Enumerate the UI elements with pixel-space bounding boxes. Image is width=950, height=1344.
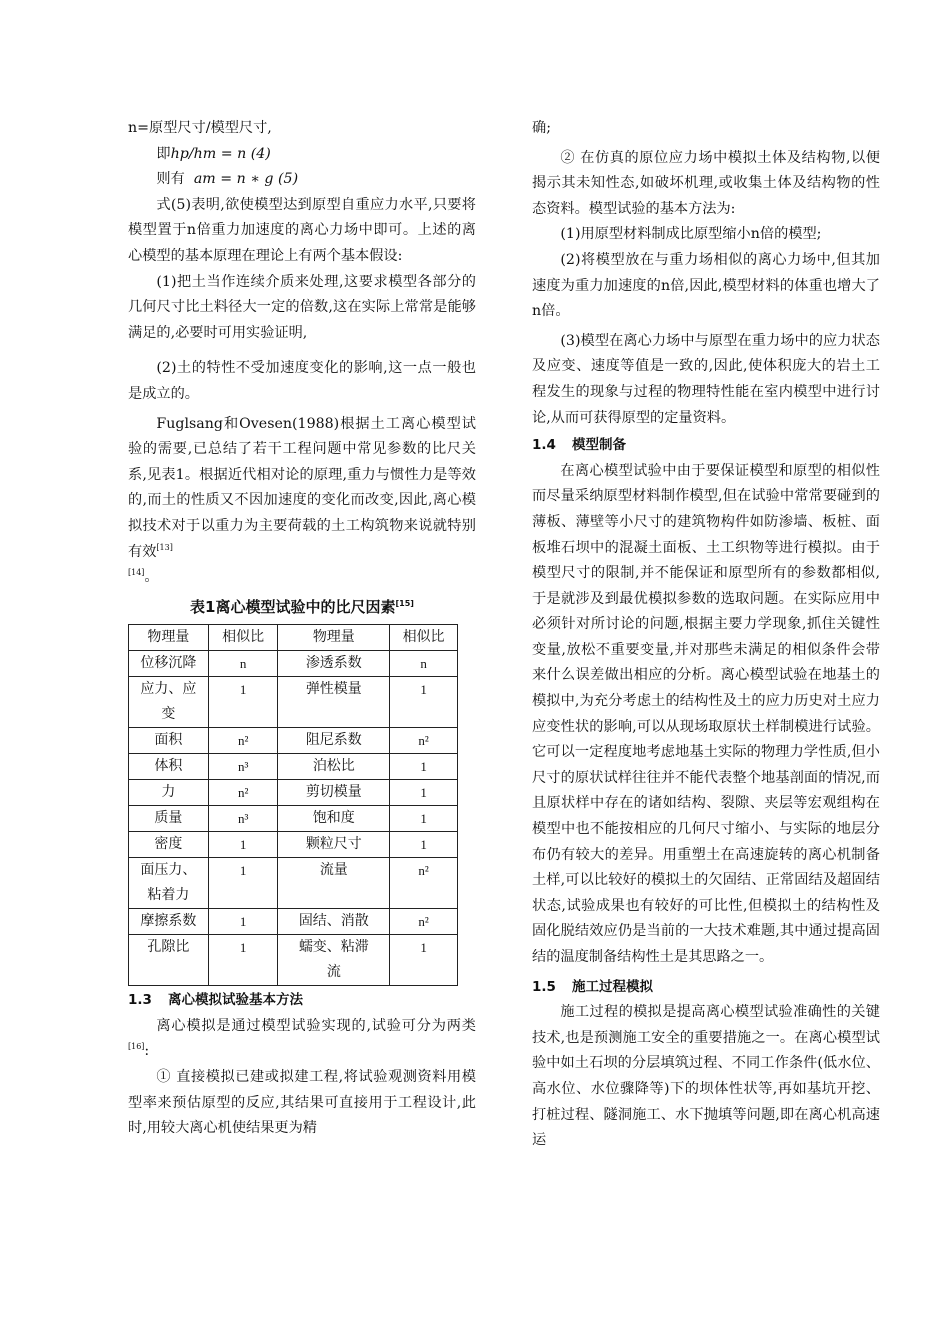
table-cell: 孔隙比 (129, 935, 209, 986)
section-title: 模型制备 (572, 437, 626, 454)
table-cell: 面压力、粘着力 (129, 858, 209, 909)
table-cell: 1 (390, 754, 458, 780)
section-heading-1-4 (532, 433, 880, 459)
table-row (129, 677, 458, 728)
table-row (129, 832, 458, 858)
section-heading-1-3 (128, 988, 476, 1014)
paragraph-method-1-continued: 确; (532, 120, 551, 136)
table-cell: n² (208, 780, 278, 806)
table-header-cell: 物理量 (278, 625, 390, 651)
table-header-row (129, 625, 458, 651)
paragraph-step-1: (1)用原型材料制成比原型缩小n倍的模型; (560, 226, 822, 243)
left-column (128, 116, 476, 1142)
paragraph-construction-simulation: 施工过程的模拟是提高离心模型试验准确性的关键技术,也是预测施工安全的重要措施之一。在离心模型试验中如土石坝的分层填筑过程、不同工作条件(低水位、高水位、水位骤降等)下的坝体性状等,再如基坑开挖、打桩过程、隧洞施工、水下抛填等问题,即在离心机高速运 (532, 1004, 880, 1149)
table-cell: 弹性模量 (278, 677, 390, 728)
scale-factor-table (128, 624, 458, 986)
right-column (532, 116, 880, 1154)
table-cell: 渗透系数 (278, 651, 390, 677)
table-row (129, 858, 458, 909)
section-title: 离心模拟试验基本方法 (168, 992, 303, 1009)
table-cell: 1 (390, 780, 458, 806)
table-row (129, 728, 458, 754)
table-header-cell: 物理量 (129, 625, 209, 651)
table-cell: 摩擦系数 (129, 909, 209, 935)
paragraph-method-intro-tail: : (144, 1043, 150, 1060)
section-number: 1.5 (532, 978, 556, 995)
table-cell: n² (390, 858, 458, 909)
table-cell: n (208, 651, 278, 677)
table-cell: 1 (208, 858, 278, 909)
table-cell: 饱和度 (278, 806, 390, 832)
table-cell: 1 (208, 935, 278, 986)
table-cell: 固结、消散 (278, 909, 390, 935)
table-cell: 质量 (129, 806, 209, 832)
section-number: 1.3 (128, 992, 152, 1009)
table-cell: 剪切模量 (278, 780, 390, 806)
table-cell: 密度 (129, 832, 209, 858)
table-row (129, 754, 458, 780)
table-cell: n² (390, 728, 458, 754)
citation-14: [14] (128, 568, 145, 578)
paragraph-fuglsang-tail: 。 (144, 569, 159, 586)
table-cell: 蠕变、粘滞流 (278, 935, 390, 986)
paragraph-method-2: ② 在仿真的原位应力场中模拟土体及结构物,以便揭示其未知性态,如破坏机理,或收集土体及结构物的性态资料。模型试验的基本方法为: (532, 149, 880, 217)
equation-4 (128, 142, 476, 168)
paragraph-equation-explanation: 式(5)表明,欲使模型达到原型自重应力水平,只要将模型置于n倍重力加速度的离心力场中即可。上述的离心模型的基本原理在理论上有两个基本假设: (128, 196, 476, 264)
table-cell: n² (208, 728, 278, 754)
table-cell: 流量 (278, 858, 390, 909)
table-cell: 1 (208, 909, 278, 935)
section-heading-1-5 (532, 975, 880, 1001)
paragraph-method-1: ① 直接模拟已建或拟建工程,将试验观测资料用模型率来预估原型的反应,其结果可直接用于工程设计,此时,用较大离心机使结果更为精 (128, 1069, 476, 1137)
table-cell: 阻尼系数 (278, 728, 390, 754)
table-cell: 面积 (129, 728, 209, 754)
formula-n-definition: n=原型尺寸/模型尺寸, (128, 120, 272, 136)
table-cell: n² (390, 909, 458, 935)
paragraph-assumption-2: (2)土的特性不受加速度变化的影响,这一点一般也是成立的。 (128, 360, 476, 402)
table-cell: 1 (208, 832, 278, 858)
table-cell: n (390, 651, 458, 677)
table-cell: 1 (390, 832, 458, 858)
section-number: 1.4 (532, 437, 556, 454)
paragraph-model-preparation: 在离心模型试验中由于要保证模型和原型的相似性而尽量采纳原型材料制作模型,但在试验中常常要碰到的薄板、薄壁等小尺寸的建筑物构件如防渗墙、板桩、面板堆石坝中的混凝土面板、土工织物等进行模拟。由于模型尺寸的限制,并不能保证和原型所有的参数都相似,于是就涉及到最优模拟参数的选取问题。在实际应用中必须针对所讨论的问题,根据主要力学现象,抓住关键性变量,放松不重要变量,并对那些未满足的相似条件会带来什么误差做出相应的分析。离心模型试验在地基土的模拟中,为充分考虑土的结构性及土的应力历史对土应力应变性状的影响,可以从现场取原状土样制模进行试验。它可以一定程度地考虑地基土实际的物理力学性质,但小尺寸的原状试样往往并不能代表整个地基剖面的情况,而且原状样中存在的诸如结构、裂隙、夹层等宏观组构在模型中也不能按相应的几何尺寸缩小、与实际的地层分布仍有较大的差异。用重塑土在高速旋转的离心机制备土样,可以比较好的模拟土的欠固结、正常固结及超固结状态,试验成果也有较好的可比性,但模拟土的结构性及固化脱结效应仍是当前的一大技术难题,其中通过提高固结的温度制备结构性土是其思路之一。 (532, 462, 880, 965)
paragraph-assumption-1: (1)把土当作连续介质来处理,这要求模型各部分的几何尺寸比土料径大一定的倍数,这在实际上常常是能够满足的,必要时可用实验证明, (128, 273, 476, 341)
equation-4-formula: hp/hm = n (4) (170, 145, 271, 162)
equation-5-formula: am = n ∗ g (5) (193, 171, 299, 188)
table-cell: 1 (390, 677, 458, 728)
paragraph-step-3: (3)模型在离心力场中与原型在重力场中的应力状态及应变、速度等值是一致的,因此,使体积庞大的岩土工程发生的现象与过程的物理特性能在室内模型中进行讨论,从而可获得原型的定量资料。 (532, 332, 880, 426)
table-caption-text: 表1离心模型试验中的比尺因素 (190, 597, 396, 616)
table-cell: 颗粒尺寸 (278, 832, 390, 858)
paragraph-method-intro-text: 离心模拟是通过模型试验实现的,试验可分为两类 (156, 1017, 476, 1034)
table-row (129, 651, 458, 677)
table-row (129, 935, 458, 986)
equation-4-prefix: 即 (156, 145, 171, 162)
table-row (129, 780, 458, 806)
citation-13: [13] (156, 542, 173, 552)
table-row (129, 909, 458, 935)
section-title: 施工过程模拟 (572, 978, 653, 995)
equation-5-prefix: 则有 (156, 171, 185, 188)
citation-16: [16] (128, 1042, 145, 1052)
table-cell: 泊松比 (278, 754, 390, 780)
citation-15: [15] (395, 598, 414, 608)
table-cell: 体积 (129, 754, 209, 780)
paragraph-fuglsang-text: Fuglsang和Ovesen(1988)根据土工离心模型试验的需要,已总结了若干工程问题中常见参数的比尺关系,见表1。根据近代相对论的原理,重力与惯性力是等效的,而土的性质又不因加速度的变化而改变,因此,离心模拟技术对于以重力为主要荷载的土工构筑物来说就特别有效 (128, 415, 476, 560)
table-caption (128, 595, 476, 621)
table-cell: n³ (208, 754, 278, 780)
paragraph-method-intro (128, 1014, 476, 1065)
table-cell: 1 (208, 677, 278, 728)
paragraph-fuglsang (128, 412, 476, 591)
table-row (129, 806, 458, 832)
table-header-cell: 相似比 (208, 625, 278, 651)
table-header-cell: 相似比 (390, 625, 458, 651)
table-cell: n³ (208, 806, 278, 832)
table-cell: 1 (390, 806, 458, 832)
equation-5 (128, 167, 476, 193)
table-cell: 力 (129, 780, 209, 806)
table-cell: 位移沉降 (129, 651, 209, 677)
table-cell: 应力、应变 (129, 677, 209, 728)
table-cell: 1 (390, 935, 458, 986)
paragraph-step-2: (2)将模型放在与重力场相似的离心力场中,但其加速度为重力加速度的n倍,因此,模型材料的体重也增大了n倍。 (532, 251, 880, 320)
